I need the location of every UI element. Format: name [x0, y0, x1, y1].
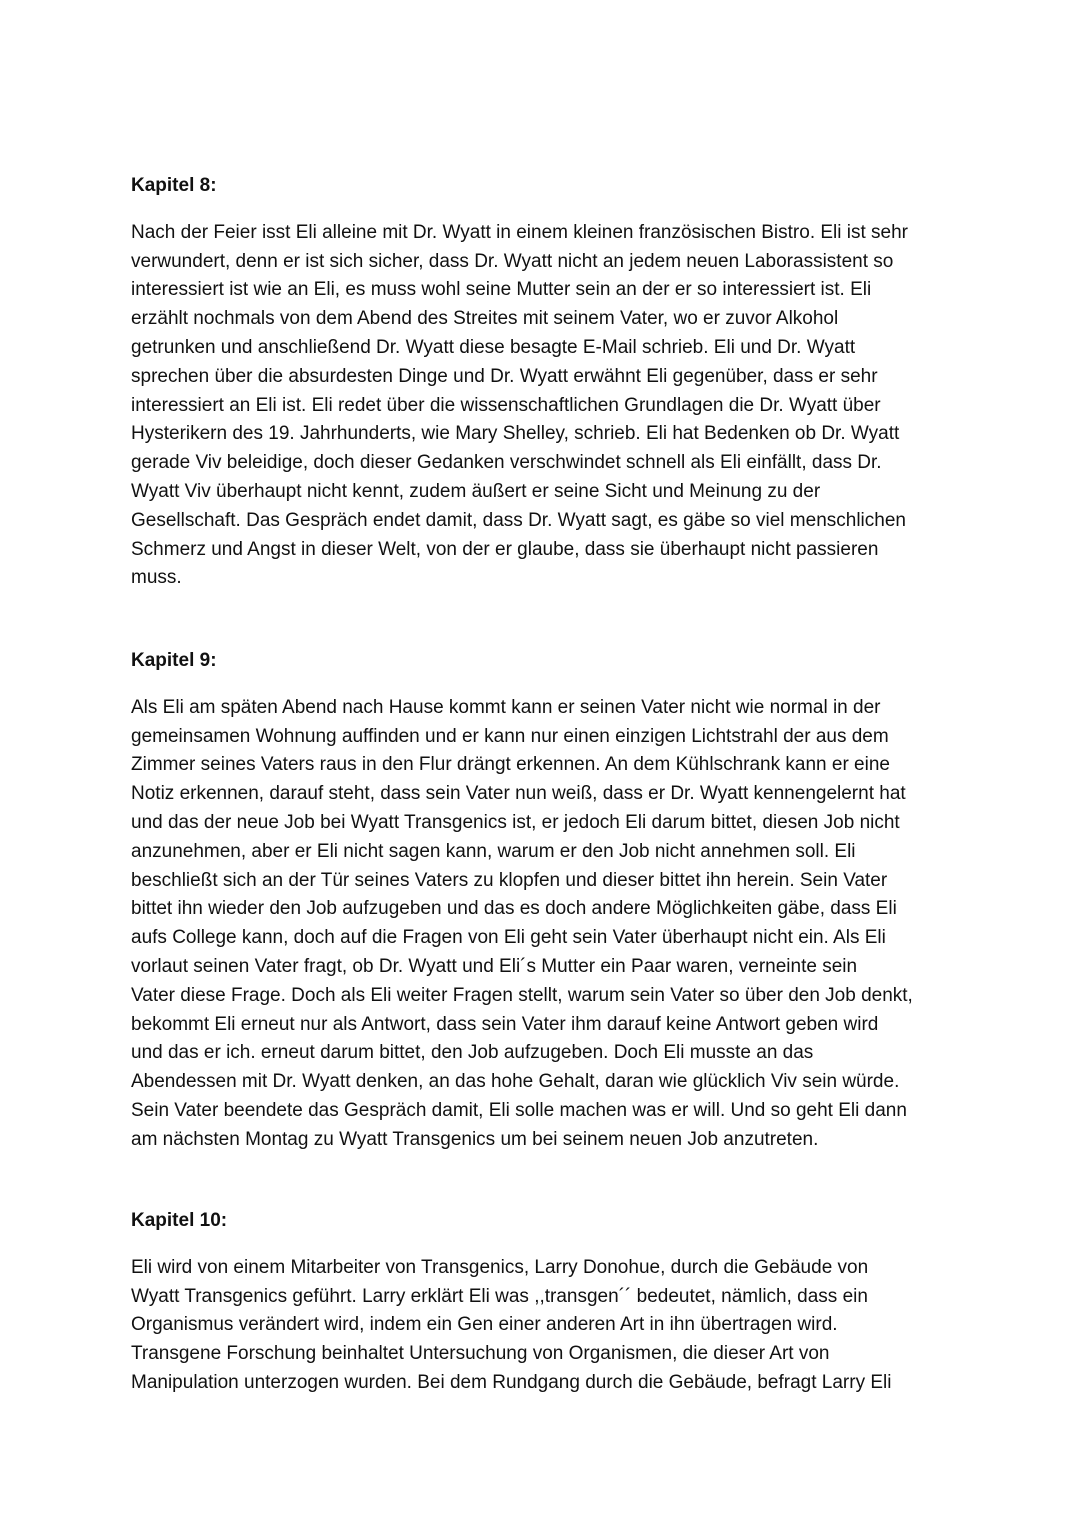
text-line: und das der neue Job bei Wyatt Transgenics ist, er jedoch Eli darum bittet, diesen Job nicht: [131, 811, 900, 833]
text-line: Vater diese Frage. Doch als Eli weiter Fragen stellt, warum sein Vater so über den Job denkt,: [131, 984, 913, 1006]
text-line: gerade Viv beleidige, doch dieser Gedanken verschwindet schnell als Eli einfällt, dass Dr.: [131, 452, 882, 474]
text-line: Organismus verändert wird, indem ein Gen einer anderen Art in ihn übertragen wird.: [131, 1314, 838, 1336]
chapter-10-paragraph: [131, 1254, 951, 1398]
text-line: Hysterikern des 19. Jahrhunderts, wie Mary Shelley, schrieb. Eli hat Bedenken ob Dr. Wyatt: [131, 423, 900, 445]
text-line: Wyatt Transgenics geführt. Larry erklärt Eli was ,,transgen´´ bedeutet, nämlich, dass ein: [131, 1285, 868, 1307]
text-line: Zimmer seines Vaters raus in den Flur drängt erkennen. An dem Kühlschrank kann er eine: [131, 754, 890, 776]
text-line: getrunken und anschließend Dr. Wyatt diese besagte E-Mail schrieb. Eli und Dr. Wyatt: [131, 336, 856, 358]
text-line: Nach der Feier isst Eli alleine mit Dr. Wyatt in einem kleinen französischen Bistro. Eli ist sehr: [131, 221, 909, 243]
text-line: erzählt nochmals von dem Abend des Streites mit seinem Vater, wo er zuvor Alkohol: [131, 308, 839, 330]
chapter-8-paragraph: [131, 219, 951, 593]
text-line: vorlaut seinen Vater fragt, ob Dr. Wyatt und Eli´s Mutter ein Paar waren, verneinte sein: [131, 955, 858, 977]
text-line: Als Eli am späten Abend nach Hause kommt kann er seinen Vater nicht wie normal in der: [131, 696, 881, 718]
chapter-9-section: [131, 647, 951, 1155]
text-line: Manipulation unterzogen wurden. Bei dem Rundgang durch die Gebäude, befragt Larry Eli: [131, 1371, 892, 1393]
text-line: beschließt sich an der Tür seines Vaters zu klopfen und dieser bittet ihn herein. Sein Vater: [131, 869, 888, 891]
chapter-8-heading: Kapitel 8:: [131, 175, 217, 196]
text-line: Transgene Forschung beinhaltet Untersuchung von Organismen, die dieser Art von: [131, 1343, 830, 1365]
text-line: Gesellschaft. Das Gespräch endet damit, dass Dr. Wyatt sagt, es gäbe so viel menschlichen: [131, 509, 906, 531]
text-line: aufs College kann, doch auf die Fragen von Eli geht sein Vater überhaupt nicht ein. Als Eli: [131, 927, 886, 949]
text-line: Notiz erkennen, darauf steht, dass sein Vater nun weiß, dass er Dr. Wyatt kennengelernt hat: [131, 783, 906, 805]
chapter-10-heading: Kapitel 10:: [131, 1210, 228, 1231]
text-line: am nächsten Montag zu Wyatt Transgenics um bei seinem neuen Job anzutreten.: [131, 1128, 819, 1150]
text-line: Wyatt Viv überhaupt nicht kennt, zudem äußert er seine Sicht und Meinung zu der: [131, 480, 821, 502]
text-line: interessiert ist wie an Eli, es muss wohl seine Mutter sein an der er so interessiert ist. Eli: [131, 279, 872, 301]
text-line: und das er ich. erneut darum bittet, den Job aufzugeben. Doch Eli musste an das: [131, 1042, 814, 1064]
text-line: interessiert an Eli ist. Eli redet über die wissenschaftlichen Grundlagen die Dr. Wyatt über: [131, 394, 881, 416]
chapter-9-paragraph: [131, 694, 951, 1155]
text-line: Sein Vater beendete das Gespräch damit, Eli solle machen was er will. Und so geht Eli dann: [131, 1099, 907, 1121]
text-line: anzunehmen, aber er Eli nicht sagen kann, warum er den Job nicht annehmen soll. Eli: [131, 840, 856, 862]
chapter-8-section: [131, 172, 951, 593]
text-line: muss.: [131, 567, 182, 589]
text-line: Schmerz und Angst in dieser Welt, von der er glaube, dass sie überhaupt nicht passieren: [131, 538, 879, 560]
text-line: bekommt Eli erneut nur als Antwort, dass sein Vater ihm darauf keine Antwort geben wird: [131, 1013, 879, 1035]
text-line: gemeinsamen Wohnung auffinden und er kann nur einen einzigen Lichtstrahl der aus dem: [131, 725, 889, 747]
text-line: Eli wird von einem Mitarbeiter von Transgenics, Larry Donohue, durch die Gebäude von: [131, 1256, 869, 1278]
chapter-9-heading: Kapitel 9:: [131, 650, 217, 671]
text-line: Abendessen mit Dr. Wyatt denken, an das hohe Gehalt, daran wie glücklich Viv sein würde.: [131, 1071, 900, 1093]
text-line: bittet ihn wieder den Job aufzugeben und das es doch andere Möglichkeiten gäbe, dass Eli: [131, 898, 897, 920]
chapter-10-section: [131, 1207, 951, 1398]
text-line: verwundert, denn er ist sich sicher, dass Dr. Wyatt nicht an jedem neuen Laborassistent so: [131, 250, 894, 272]
text-line: sprechen über die absurdesten Dinge und Dr. Wyatt erwähnt Eli gegenüber, dass er sehr: [131, 365, 878, 387]
